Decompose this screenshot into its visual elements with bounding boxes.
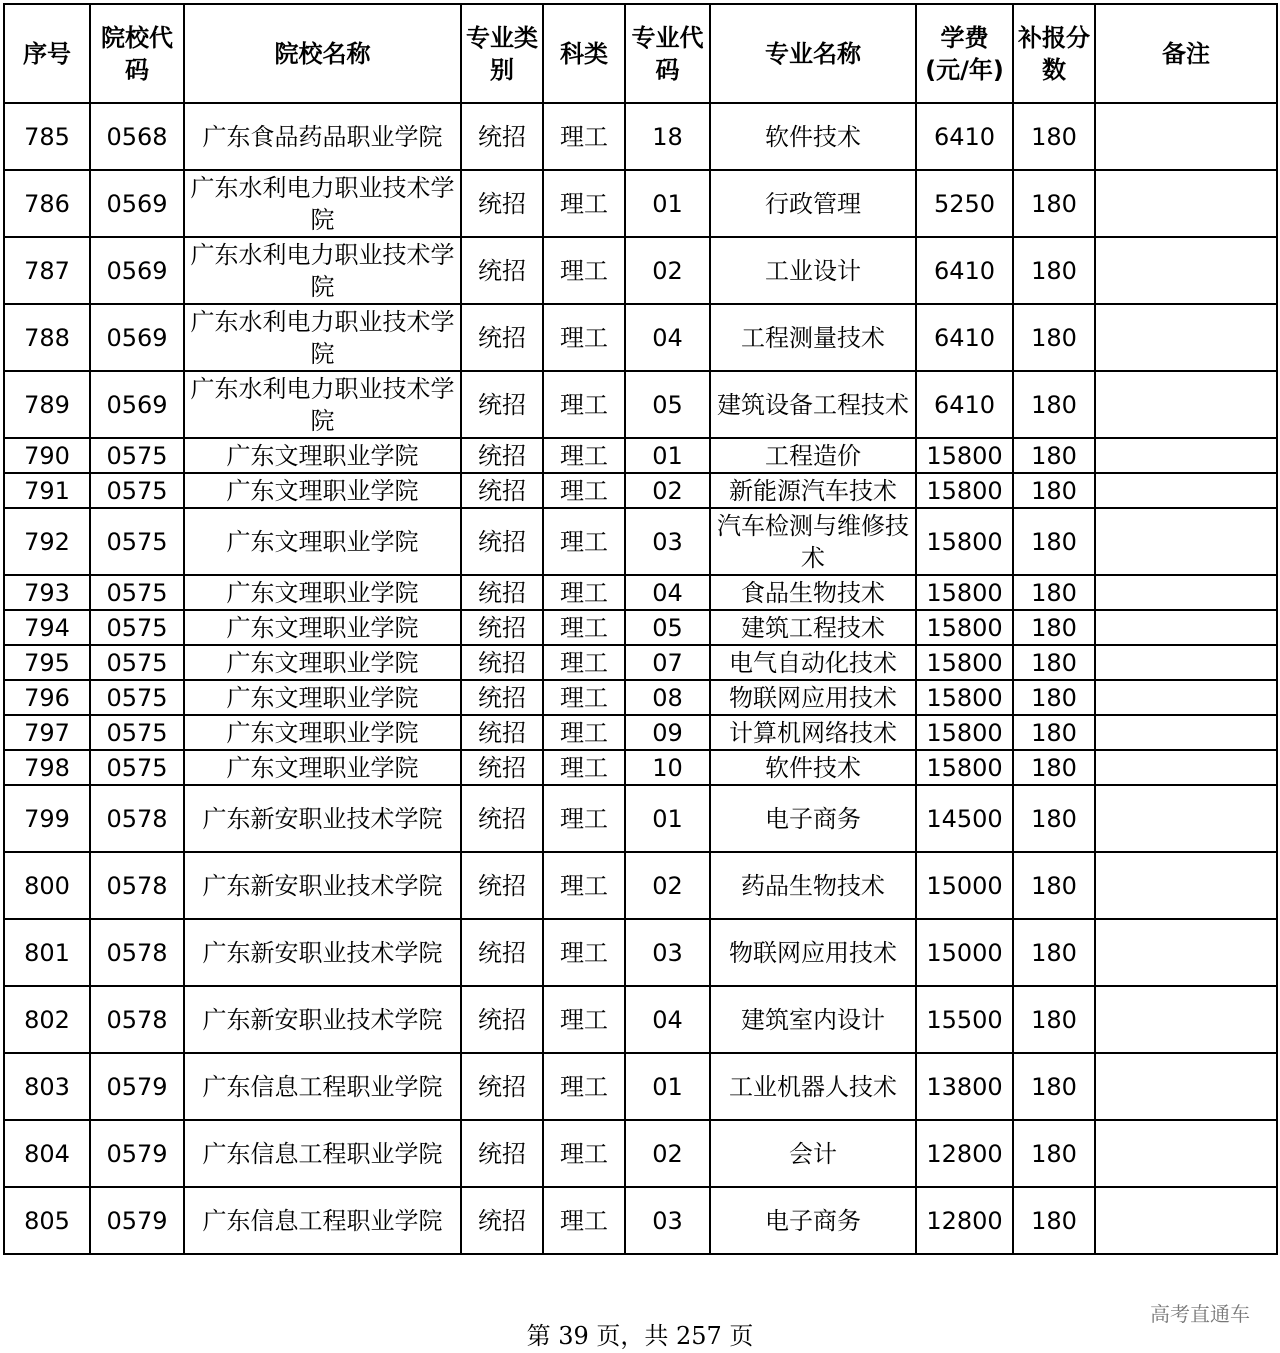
cell-category: 统招 (461, 438, 543, 473)
cell-seq: 804 (4, 1120, 90, 1187)
cell-subject: 理工 (543, 438, 625, 473)
admission-table (3, 3, 1278, 1255)
cell-subject: 理工 (543, 680, 625, 715)
cell-score: 180 (1013, 852, 1095, 919)
header-major-code: 专业代码 (625, 4, 710, 103)
cell-subject: 理工 (543, 750, 625, 785)
cell-subject: 理工 (543, 473, 625, 508)
cell-major-name: 软件技术 (710, 750, 916, 785)
cell-remark (1095, 1187, 1277, 1254)
cell-score: 180 (1013, 508, 1095, 575)
cell-remark (1095, 170, 1277, 237)
cell-remark (1095, 438, 1277, 473)
cell-major-name: 计算机网络技术 (710, 715, 916, 750)
cell-major-code: 01 (625, 1053, 710, 1120)
cell-major-name: 会计 (710, 1120, 916, 1187)
cell-subject: 理工 (543, 610, 625, 645)
cell-category: 统招 (461, 750, 543, 785)
cell-school-name: 广东水利电力职业技术学院 (184, 170, 461, 237)
cell-major-code: 18 (625, 103, 710, 170)
cell-subject: 理工 (543, 237, 625, 304)
cell-school-name: 广东文理职业学院 (184, 750, 461, 785)
cell-major-name: 电子商务 (710, 785, 916, 852)
table-row (4, 237, 1277, 304)
table-row (4, 170, 1277, 237)
header-major-name: 专业名称 (710, 4, 916, 103)
cell-major-name: 建筑室内设计 (710, 986, 916, 1053)
cell-category: 统招 (461, 170, 543, 237)
cell-score: 180 (1013, 645, 1095, 680)
cell-score: 180 (1013, 1187, 1095, 1254)
cell-major-code: 02 (625, 852, 710, 919)
cell-major-code: 03 (625, 1187, 710, 1254)
cell-school-name: 广东信息工程职业学院 (184, 1187, 461, 1254)
cell-school-code: 0579 (90, 1053, 184, 1120)
cell-school-name: 广东文理职业学院 (184, 438, 461, 473)
cell-school-code: 0575 (90, 715, 184, 750)
cell-remark (1095, 715, 1277, 750)
cell-category: 统招 (461, 852, 543, 919)
cell-score: 180 (1013, 304, 1095, 371)
table-row (4, 715, 1277, 750)
cell-seq: 795 (4, 645, 90, 680)
cell-remark (1095, 103, 1277, 170)
cell-school-name: 广东文理职业学院 (184, 473, 461, 508)
cell-remark (1095, 1120, 1277, 1187)
cell-remark (1095, 473, 1277, 508)
cell-school-name: 广东文理职业学院 (184, 645, 461, 680)
cell-category: 统招 (461, 103, 543, 170)
cell-school-code: 0569 (90, 237, 184, 304)
cell-score: 180 (1013, 103, 1095, 170)
cell-school-code: 0569 (90, 304, 184, 371)
cell-category: 统招 (461, 610, 543, 645)
cell-school-name: 广东文理职业学院 (184, 715, 461, 750)
cell-seq: 794 (4, 610, 90, 645)
cell-category: 统招 (461, 715, 543, 750)
cell-score: 180 (1013, 610, 1095, 645)
cell-major-code: 04 (625, 986, 710, 1053)
cell-tuition: 14500 (916, 785, 1013, 852)
cell-subject: 理工 (543, 1120, 625, 1187)
cell-category: 统招 (461, 785, 543, 852)
cell-school-name: 广东新安职业技术学院 (184, 852, 461, 919)
cell-major-name: 工业机器人技术 (710, 1053, 916, 1120)
cell-category: 统招 (461, 371, 543, 438)
cell-major-code: 02 (625, 237, 710, 304)
cell-school-code: 0575 (90, 575, 184, 610)
cell-tuition: 5250 (916, 170, 1013, 237)
cell-score: 180 (1013, 237, 1095, 304)
cell-school-code: 0575 (90, 508, 184, 575)
cell-seq: 796 (4, 680, 90, 715)
cell-school-code: 0575 (90, 438, 184, 473)
cell-major-code: 01 (625, 170, 710, 237)
cell-seq: 803 (4, 1053, 90, 1120)
cell-major-name: 工程造价 (710, 438, 916, 473)
cell-school-name: 广东新安职业技术学院 (184, 919, 461, 986)
cell-tuition: 15800 (916, 438, 1013, 473)
cell-school-name: 广东信息工程职业学院 (184, 1053, 461, 1120)
cell-remark (1095, 785, 1277, 852)
cell-major-name: 建筑设备工程技术 (710, 371, 916, 438)
cell-category: 统招 (461, 1120, 543, 1187)
cell-major-name: 物联网应用技术 (710, 919, 916, 986)
cell-score: 180 (1013, 680, 1095, 715)
cell-subject: 理工 (543, 103, 625, 170)
table-row (4, 645, 1277, 680)
cell-category: 统招 (461, 986, 543, 1053)
cell-category: 统招 (461, 645, 543, 680)
cell-remark (1095, 986, 1277, 1053)
cell-school-name: 广东文理职业学院 (184, 575, 461, 610)
cell-tuition: 15000 (916, 919, 1013, 986)
cell-tuition: 15800 (916, 680, 1013, 715)
table-row (4, 610, 1277, 645)
cell-tuition: 6410 (916, 371, 1013, 438)
cell-subject: 理工 (543, 986, 625, 1053)
cell-school-code: 0568 (90, 103, 184, 170)
cell-tuition: 12800 (916, 1187, 1013, 1254)
table-row (4, 986, 1277, 1053)
cell-score: 180 (1013, 715, 1095, 750)
cell-major-name: 汽车检测与维修技术 (710, 508, 916, 575)
cell-tuition: 15800 (916, 645, 1013, 680)
cell-score: 180 (1013, 750, 1095, 785)
cell-tuition: 15800 (916, 715, 1013, 750)
cell-subject: 理工 (543, 508, 625, 575)
cell-major-code: 07 (625, 645, 710, 680)
cell-seq: 789 (4, 371, 90, 438)
cell-major-code: 01 (625, 785, 710, 852)
cell-tuition: 15000 (916, 852, 1013, 919)
table-row (4, 473, 1277, 508)
table-row (4, 1187, 1277, 1254)
cell-school-code: 0575 (90, 680, 184, 715)
cell-subject: 理工 (543, 645, 625, 680)
cell-major-name: 电子商务 (710, 1187, 916, 1254)
cell-tuition: 15800 (916, 575, 1013, 610)
cell-subject: 理工 (543, 715, 625, 750)
cell-remark (1095, 1053, 1277, 1120)
cell-school-code: 0575 (90, 750, 184, 785)
table-row (4, 750, 1277, 785)
cell-seq: 797 (4, 715, 90, 750)
page-footer: 第 39 页，共 257 页 (526, 1322, 754, 1350)
header-score: 补报分数 (1013, 4, 1095, 103)
cell-tuition: 15800 (916, 750, 1013, 785)
header-subject: 科类 (543, 4, 625, 103)
cell-school-code: 0569 (90, 371, 184, 438)
header-school-code: 院校代码 (90, 4, 184, 103)
table-row (4, 508, 1277, 575)
cell-seq: 800 (4, 852, 90, 919)
cell-score: 180 (1013, 438, 1095, 473)
cell-subject: 理工 (543, 371, 625, 438)
cell-category: 统招 (461, 473, 543, 508)
cell-major-code: 02 (625, 1120, 710, 1187)
cell-major-name: 工程测量技术 (710, 304, 916, 371)
cell-remark (1095, 645, 1277, 680)
cell-major-code: 01 (625, 438, 710, 473)
cell-category: 统招 (461, 1053, 543, 1120)
cell-seq: 791 (4, 473, 90, 508)
cell-major-name: 食品生物技术 (710, 575, 916, 610)
cell-school-name: 广东新安职业技术学院 (184, 785, 461, 852)
cell-subject: 理工 (543, 852, 625, 919)
cell-school-name: 广东文理职业学院 (184, 610, 461, 645)
cell-school-name: 广东食品药品职业学院 (184, 103, 461, 170)
cell-tuition: 6410 (916, 304, 1013, 371)
cell-seq: 785 (4, 103, 90, 170)
cell-major-name: 软件技术 (710, 103, 916, 170)
cell-score: 180 (1013, 1120, 1095, 1187)
cell-subject: 理工 (543, 1053, 625, 1120)
table-row (4, 103, 1277, 170)
cell-major-code: 05 (625, 371, 710, 438)
cell-school-name: 广东水利电力职业技术学院 (184, 304, 461, 371)
cell-seq: 801 (4, 919, 90, 986)
cell-major-name: 行政管理 (710, 170, 916, 237)
cell-seq: 793 (4, 575, 90, 610)
cell-major-name: 工业设计 (710, 237, 916, 304)
table-row (4, 852, 1277, 919)
cell-subject: 理工 (543, 575, 625, 610)
table-row (4, 785, 1277, 852)
cell-category: 统招 (461, 508, 543, 575)
table-row (4, 371, 1277, 438)
cell-major-code: 02 (625, 473, 710, 508)
cell-major-name: 药品生物技术 (710, 852, 916, 919)
header-remark: 备注 (1095, 4, 1277, 103)
cell-remark (1095, 508, 1277, 575)
cell-score: 180 (1013, 170, 1095, 237)
cell-category: 统招 (461, 1187, 543, 1254)
cell-school-name: 广东文理职业学院 (184, 680, 461, 715)
cell-tuition: 15500 (916, 986, 1013, 1053)
table-row (4, 1120, 1277, 1187)
cell-major-code: 04 (625, 304, 710, 371)
cell-school-name: 广东水利电力职业技术学院 (184, 237, 461, 304)
cell-score: 180 (1013, 1053, 1095, 1120)
cell-seq: 788 (4, 304, 90, 371)
cell-major-code: 09 (625, 715, 710, 750)
cell-subject: 理工 (543, 1187, 625, 1254)
cell-seq: 786 (4, 170, 90, 237)
cell-major-name: 新能源汽车技术 (710, 473, 916, 508)
header-tuition: 学费(元/年) (916, 4, 1013, 103)
cell-tuition: 15800 (916, 473, 1013, 508)
cell-seq: 792 (4, 508, 90, 575)
cell-remark (1095, 919, 1277, 986)
cell-remark (1095, 750, 1277, 785)
cell-school-code: 0578 (90, 852, 184, 919)
cell-school-code: 0578 (90, 986, 184, 1053)
cell-remark (1095, 371, 1277, 438)
cell-school-name: 广东文理职业学院 (184, 508, 461, 575)
cell-school-code: 0575 (90, 610, 184, 645)
cell-school-code: 0575 (90, 645, 184, 680)
cell-subject: 理工 (543, 919, 625, 986)
cell-major-name: 物联网应用技术 (710, 680, 916, 715)
cell-seq: 798 (4, 750, 90, 785)
cell-remark (1095, 680, 1277, 715)
cell-school-code: 0579 (90, 1120, 184, 1187)
cell-major-name: 建筑工程技术 (710, 610, 916, 645)
cell-tuition: 15800 (916, 508, 1013, 575)
cell-school-name: 广东水利电力职业技术学院 (184, 371, 461, 438)
cell-remark (1095, 575, 1277, 610)
table-row (4, 919, 1277, 986)
cell-seq: 790 (4, 438, 90, 473)
cell-major-name: 电气自动化技术 (710, 645, 916, 680)
cell-remark (1095, 237, 1277, 304)
cell-school-name: 广东信息工程职业学院 (184, 1120, 461, 1187)
cell-school-code: 0569 (90, 170, 184, 237)
table-row (4, 438, 1277, 473)
cell-score: 180 (1013, 371, 1095, 438)
cell-score: 180 (1013, 785, 1095, 852)
cell-school-code: 0578 (90, 919, 184, 986)
cell-seq: 802 (4, 986, 90, 1053)
cell-tuition: 12800 (916, 1120, 1013, 1187)
cell-school-code: 0578 (90, 785, 184, 852)
cell-major-code: 04 (625, 575, 710, 610)
cell-remark (1095, 304, 1277, 371)
cell-seq: 799 (4, 785, 90, 852)
cell-remark (1095, 852, 1277, 919)
cell-category: 统招 (461, 304, 543, 371)
cell-major-code: 03 (625, 919, 710, 986)
cell-remark (1095, 610, 1277, 645)
header-school-name: 院校名称 (184, 4, 461, 103)
table-row (4, 304, 1277, 371)
table-row (4, 575, 1277, 610)
header-seq: 序号 (4, 4, 90, 103)
cell-tuition: 6410 (916, 103, 1013, 170)
header-row (4, 4, 1277, 103)
cell-subject: 理工 (543, 170, 625, 237)
cell-major-code: 03 (625, 508, 710, 575)
cell-major-code: 08 (625, 680, 710, 715)
cell-category: 统招 (461, 680, 543, 715)
cell-school-code: 0575 (90, 473, 184, 508)
cell-subject: 理工 (543, 304, 625, 371)
table-body (4, 103, 1277, 1254)
cell-major-code: 05 (625, 610, 710, 645)
cell-seq: 787 (4, 237, 90, 304)
cell-score: 180 (1013, 919, 1095, 986)
cell-tuition: 6410 (916, 237, 1013, 304)
cell-subject: 理工 (543, 785, 625, 852)
table-row (4, 1053, 1277, 1120)
cell-category: 统招 (461, 575, 543, 610)
cell-score: 180 (1013, 575, 1095, 610)
cell-major-code: 10 (625, 750, 710, 785)
cell-score: 180 (1013, 986, 1095, 1053)
cell-score: 180 (1013, 473, 1095, 508)
cell-school-name: 广东新安职业技术学院 (184, 986, 461, 1053)
cell-tuition: 15800 (916, 610, 1013, 645)
header-category: 专业类别 (461, 4, 543, 103)
cell-category: 统招 (461, 919, 543, 986)
watermark: 高考直通车 (1150, 1302, 1250, 1326)
cell-tuition: 13800 (916, 1053, 1013, 1120)
cell-category: 统招 (461, 237, 543, 304)
cell-seq: 805 (4, 1187, 90, 1254)
table-row (4, 680, 1277, 715)
cell-school-code: 0579 (90, 1187, 184, 1254)
